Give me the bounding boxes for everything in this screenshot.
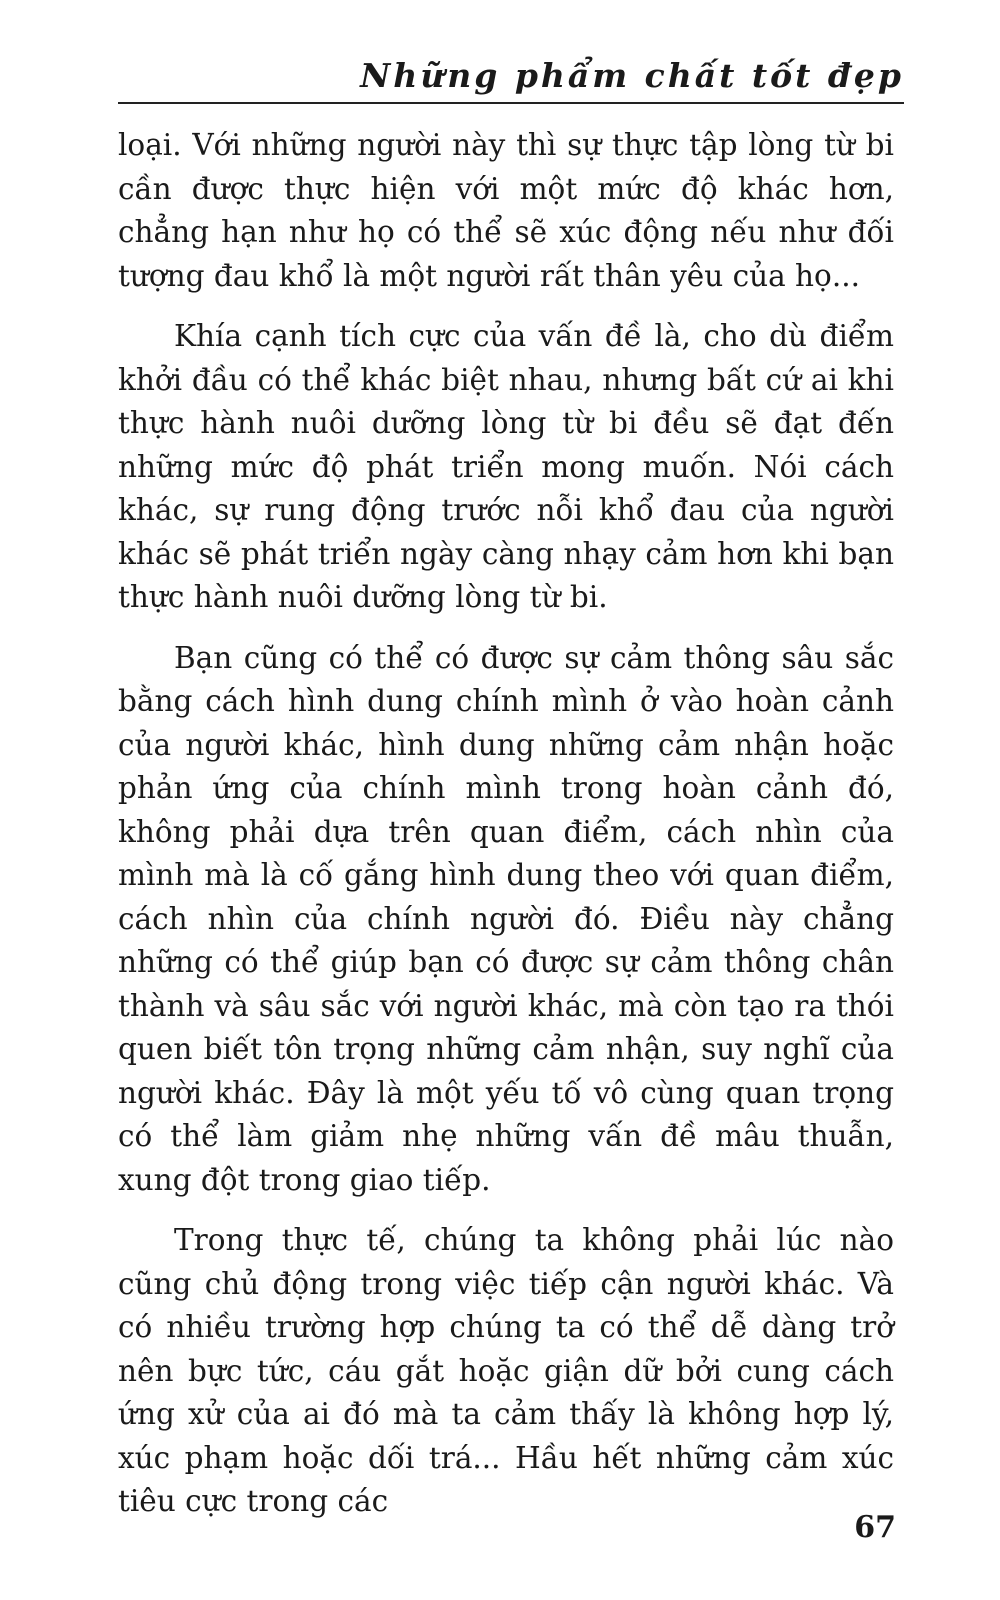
paragraph: Khía cạnh tích cực của vấn đề là, cho dù điểm khởi đầu có thể khác biệt nhau, nhưng bất cứ ai khi thực hành nuôi dưỡng lòng từ bi đều sẽ đạt đến những mức độ phát triển mong muốn. Nói cách khác, sự rung động trước nỗi khổ đau của người khác sẽ phát triển ngày càng nhạy cảm hơn khi bạn thực hành nuôi dưỡng lòng từ bi. <box>118 319 894 614</box>
paragraph-continued: loại. Với những người này thì sự thực tập lòng từ bi cần được thực hiện với một mức độ khác hơn, chẳng hạn như họ có thể sẽ xúc động nếu như đối tượng đau khổ là một người rất thân yêu của họ... <box>118 128 894 293</box>
page-number: 67 <box>854 1510 896 1545</box>
running-header: Những phẩm chất tốt đẹp <box>118 58 904 104</box>
paragraph: Trong thực tế, chúng ta không phải lúc nào cũng chủ động trong việc tiếp cận người khác. Và có nhiều trường hợp chúng ta có thể dễ dàng trở nên bực tức, cáu gắt hoặc giận dữ bởi cung cách ứng xử của ai đó mà ta cảm thấy là không hợp lý, xúc phạm hoặc dối trá... Hầu hết những cảm xúc tiêu cực trong các <box>118 1223 894 1518</box>
paragraph: Bạn cũng có thể có được sự cảm thông sâu sắc bằng cách hình dung chính mình ở vào hoàn cảnh của người khác, hình dung những cảm nhận hoặc phản ứng của chính mình trong hoàn cảnh đó, không phải dựa trên quan điểm, cách nhìn của mình mà là cố gắng hình dung theo với quan điểm, cách nhìn của chính người đó. Điều này chẳng những có thể giúp bạn có được sự cảm thông chân thành và sâu sắc với người khác, mà còn tạo ra thói quen biết tôn trọng những cảm nhận, suy nghĩ của người khác. Đây là một yếu tố vô cùng quan trọng có thể làm giảm nhẹ những vấn đề mâu thuẫn, xung đột trong giao tiếp. <box>118 640 894 1197</box>
page-body <box>118 124 894 1541</box>
